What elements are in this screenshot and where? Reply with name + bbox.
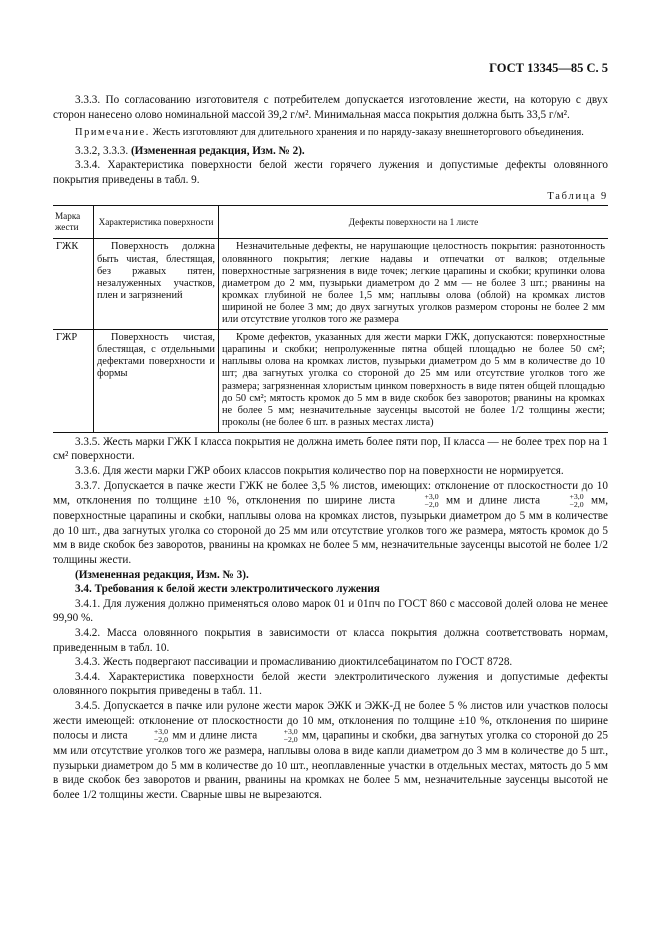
note-label: Примечание.	[75, 127, 150, 139]
paragraph-3-3-7	[53, 479, 608, 568]
paragraph-3-3-6: 3.3.6. Для жести марки ГЖР обоих классов покрытия количество пор на поверхности не нормируется.	[75, 465, 564, 478]
table-cell-grade: ГЖР	[53, 330, 94, 433]
edit-note-2-bold: (Измененная редакция, Изм. № 2).	[128, 144, 305, 157]
paragraph-3-3-3: 3.3.3. По согласованию изготовителя с потребителем допускается изготовление жести, на которую с двух сторон нанесено олово номинальной массой 39,2 г/м². Минимальная масса покрытия должна быть 33,5 г/м².	[53, 94, 608, 121]
edit-note-2-prefix: 3.3.2, 3.3.3.	[75, 144, 129, 157]
width-tolerance	[403, 493, 439, 509]
length-tolerance	[262, 728, 298, 744]
tolerance-upper: +3,0	[424, 492, 439, 502]
p337-text-a: 3.3.7. Допускается в пачке жести ГЖК не более 3,5 % листов, имеющих: отклонение от плоскостности до 10 мм, отклонения по толщине ±10 %, отклонения по ширине листа	[53, 479, 608, 507]
paragraph-3-3-5: 3.3.5. Жесть марки ГЖК I класса покрытия не должна иметь более пяти пор, II класса — не более трех пор на 1 см² поверхности.	[53, 435, 608, 463]
table-cell-defects: Незначительные дефекты, не нарушающие целостность покрытия: разнотонность оловянного покрытия; легкие надавы и отпечатки от валков; отдельные поверхностные загрязнения в виде точек; легкие царапины и скобки; крупинки олова диаметром до 2 мм, пузырьки диаметром до 2 мм — не более 3 шт.; рванины на кромках глубиной не более 1,5 мм; наплывы олова (облой) на кромках листов шириной не более 3 мм; до двух загнутых уголков размером стороны не более 2 мм или отсутствие уголков того же размера	[222, 241, 605, 326]
tolerance-upper: +3,0	[569, 492, 584, 502]
table-row	[53, 239, 608, 330]
table-cell-grade: ГЖК	[56, 241, 79, 253]
tolerance-upper: +3,0	[153, 727, 169, 737]
p337-text-c: мм, поверхностные царапины и скобки, наплывы олова на кромках листов, пузырьки диаметром до 5 мм в количестве до 10 шт., два загнутых уголка со стороной до 25 мм или отсутствие уголков того же размера, мятость кромок до 5 мм в виде скобок без заворотов, рванины на кромках не более 5 мм, незначительные заусенцы высотой не более 1/2 толщины жести.	[53, 494, 609, 567]
paragraph-3-3-4: 3.3.4. Характеристика поверхности белой жести горячего лужения и допустимые дефекты оловянного покрытия приведены в табл. 9.	[53, 159, 608, 186]
paragraph-3-4-1: 3.4.1. Для лужения должно применяться олово марок 01 и 01пч по ГОСТ 860 с массовой долей олова не менее 99,90 %.	[53, 597, 608, 625]
p345-text-b: мм и длине листа	[172, 729, 258, 742]
tolerance-lower: −2,0	[424, 500, 439, 510]
paragraph-3-4-4: 3.4.4. Характеристика поверхности белой жести электролитического лужения и допустимые дефекты оловянного покрытия приведены в табл. 11.	[53, 670, 608, 698]
length-tolerance	[548, 493, 584, 509]
paragraph-3-4-2: 3.4.2. Масса оловянного покрытия в зависимости от класса покрытия должна соответствовать нормам, приведенным в табл. 10.	[53, 627, 608, 654]
p345-text-a: 3.4.5. Допускается в пачке или рулоне жести марок ЭЖК и ЭЖК-Д не более 5 % листов или участков полосы жести имеющей: отклонение от плоскостности до 10 мм, отклонения по толщине ±10 %, отклонения по ширине полосы и листа	[53, 699, 608, 742]
document-body	[53, 60, 608, 803]
table-cell-surface: Поверхность должна быть чистая, блестящая, без ржавых пятен, незалуженных участков, плен и загрязнений	[94, 239, 219, 330]
note-text: Жесть изготовляют для длительного хранения и по наряду-заказу внешнеторгового объединения.	[149, 127, 584, 139]
tolerance-lower: −2,0	[569, 500, 584, 510]
table-9	[53, 205, 608, 432]
table-row	[53, 330, 608, 433]
table-9-caption: Таблица 9	[547, 191, 608, 203]
note	[53, 126, 608, 140]
table-cell-defects: Кроме дефектов, указанных для жести марки ГЖК, допускаются: поверхностные царапины и скобки; непролуженные пятна общей площадью не более 50 см²; наплывы олова на кромках листов, пузырьки диаметром до 5 мм в количестве до 10 шт; два загнутых уголка со стороной до 25 мм или отсутствие уголков того же размера; загрязненная хлористым цинком поверхность в виде пятен общей площадью до 50 см²; мятость кромок до 5 мм в виде скобок без заворотов; рванины на кромках не более 5 мм; незначительные заусенцы высотой не более 1/2 толщины жести; проколы (не более 6 шт. в разных местах листа)	[219, 330, 609, 433]
edit-note-3: (Измененная редакция, Изм. № 3).	[75, 568, 249, 581]
tolerance-upper: +3,0	[283, 727, 298, 737]
width-tolerance	[132, 728, 168, 744]
page-header: ГОСТ 13345—85 С. 5	[489, 61, 608, 75]
table-cell-surface: Поверхность чистая, блестящая, с отдельными дефектами поверхности и формы	[94, 330, 219, 433]
table-header-surface: Характеристика поверхности	[94, 206, 219, 239]
edit-note-2	[53, 144, 608, 159]
table-header-grade: Марка жести	[53, 206, 94, 239]
p345-text-c: мм, царапины и скобки, два загнутых уголка со стороной до 25 мм или отсутствие уголков того же размера, наплывы олова в виде капли диаметром до 3 мм в количестве до 5 шт., пузырьки диаметром до 5 мм в количестве до 10 шт., неоплавленные участки в отдельных местах, мятость до 5 мм в виде скобок без заворотов и рванин, рванины на кромках не более 5 мм, незначительные заусенцы высотой не более 1/2 толщины жести. Сварные швы не вырезаются.	[53, 729, 609, 801]
tolerance-lower: −2,0	[153, 735, 169, 745]
section-3-4-heading: 3.4. Требования к белой жести электролитического лужения	[75, 583, 380, 596]
paragraph-3-4-5	[53, 699, 608, 803]
p337-text-b: мм и длине листа	[446, 494, 541, 507]
tolerance-lower: −2,0	[283, 735, 298, 745]
paragraph-3-4-3: 3.4.3. Жесть подвергают пассивации и промасливанию диоктилсебацинатом по ГОСТ 8728.	[75, 656, 513, 669]
table-header-defects: Дефекты поверхности на 1 листе	[219, 206, 609, 239]
